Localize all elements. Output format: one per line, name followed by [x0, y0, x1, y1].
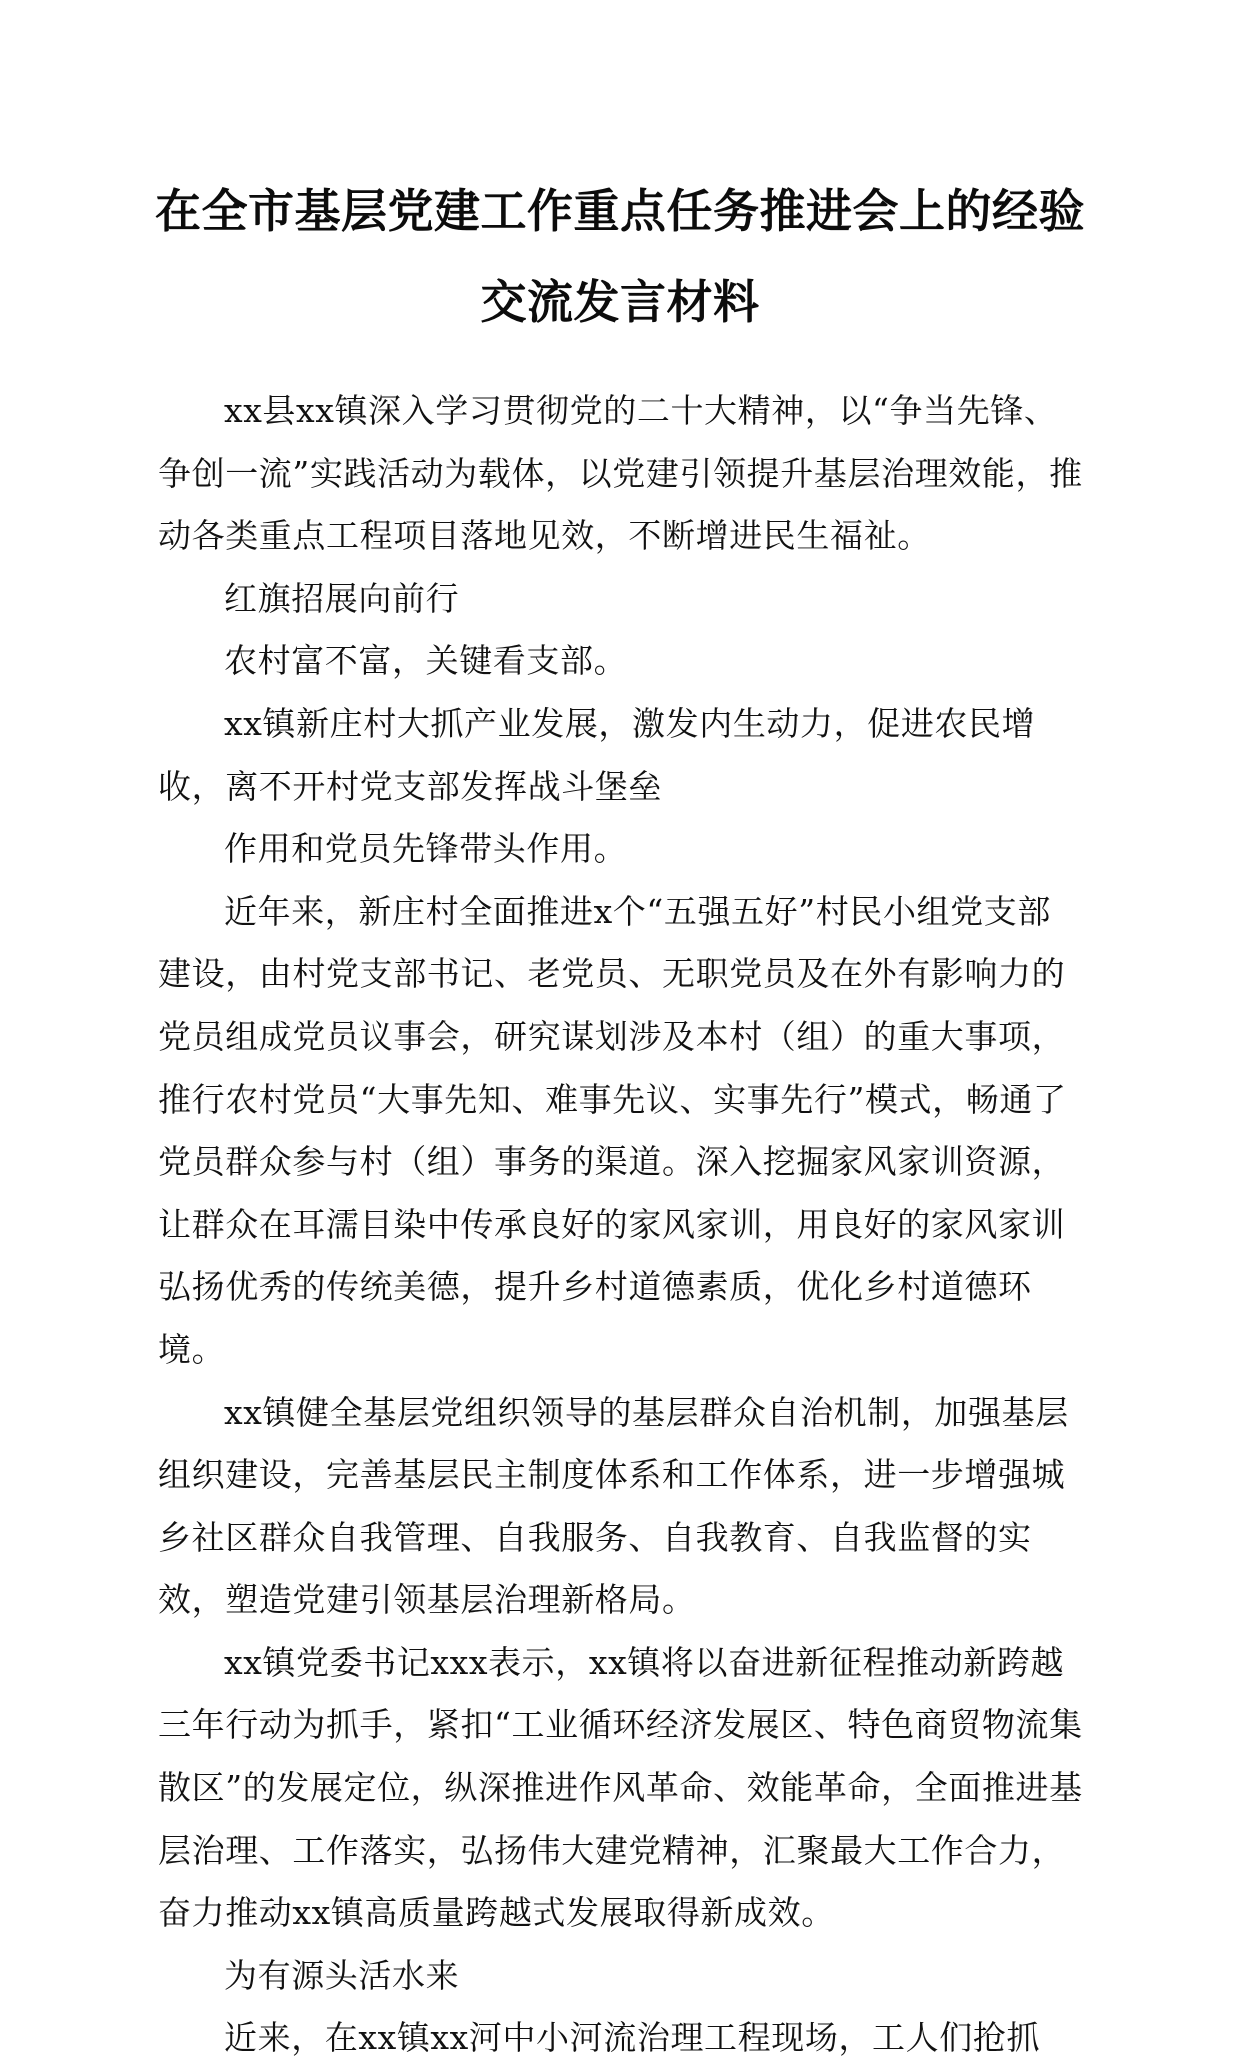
section-heading-source-water: 为有源头活水来 — [224, 1955, 460, 1995]
body-paragraph: xx镇新庄村大抓产业发展，激发内生动力，促进农民增收，离不开村党支部发挥战斗堡垒 — [158, 703, 1036, 806]
body-paragraph: 作用和党员先锋带头作用。 — [224, 829, 628, 869]
body-paragraph: xx镇党委书记xxx表示，xx镇将以奋进新征程推动新跨越三年行动为抓手，紧扣“工业循环经济发展区、特色商贸物流集散区”的发展定位，纵深推进作风革命、效能革命，全面推进基层治理、工作落实，弘扬伟大建党精神，汇聚最大工作合力，奋力推动xx镇高质量跨越式发展取得新成效。 — [158, 1642, 1083, 1933]
intro-paragraph: xx县xx镇深入学习贯彻党的二十大精神，以“争当先锋、争创一流”实践活动为载体，以党建引领提升基层治理效能，推动各类重点工程项目落地见效，不断增进民生福祉。 — [158, 391, 1083, 556]
body-paragraph: 农村富不富，关键看支部。 — [224, 641, 628, 681]
document-title-line-1: 在全市基层党建工作重点任务推进会上的经验 — [155, 184, 1085, 238]
body-paragraph: 近年来，新庄村全面推进x个“五强五好”村民小组党支部建设，由村党支部书记、老党员、无职党员及在外有影响力的党员组成党员议事会，研究谋划涉及本村（组）的重大事项，推行农村党员“大事先知、难事先议、实事先行”模式，畅通了党员群众参与村（组）事务的渠道。深入挖掘家风家训资源，让群众在耳濡目染中传承良好的家风家训，用良好的家风家训弘扬优秀的传统美德，提升乡村道德素质，优化乡村道德环境。 — [158, 891, 1067, 1369]
body-paragraph: 近来，在xx镇xx河中小河流治理工程现场，工人们抢抓 — [224, 2018, 1041, 2058]
body-paragraph: xx镇健全基层党组织领导的基层群众自治机制，加强基层组织建设，完善基层民主制度体系和工作体系，进一步增强城乡社区群众自我管理、自我服务、自我教育、自我监督的实效，塑造党建引领基层治理新格局。 — [158, 1392, 1069, 1620]
section-heading-red-flag: 红旗招展向前行 — [224, 578, 460, 618]
document-title-line-2: 交流发言材料 — [480, 275, 760, 329]
document-body — [158, 380, 1083, 2070]
